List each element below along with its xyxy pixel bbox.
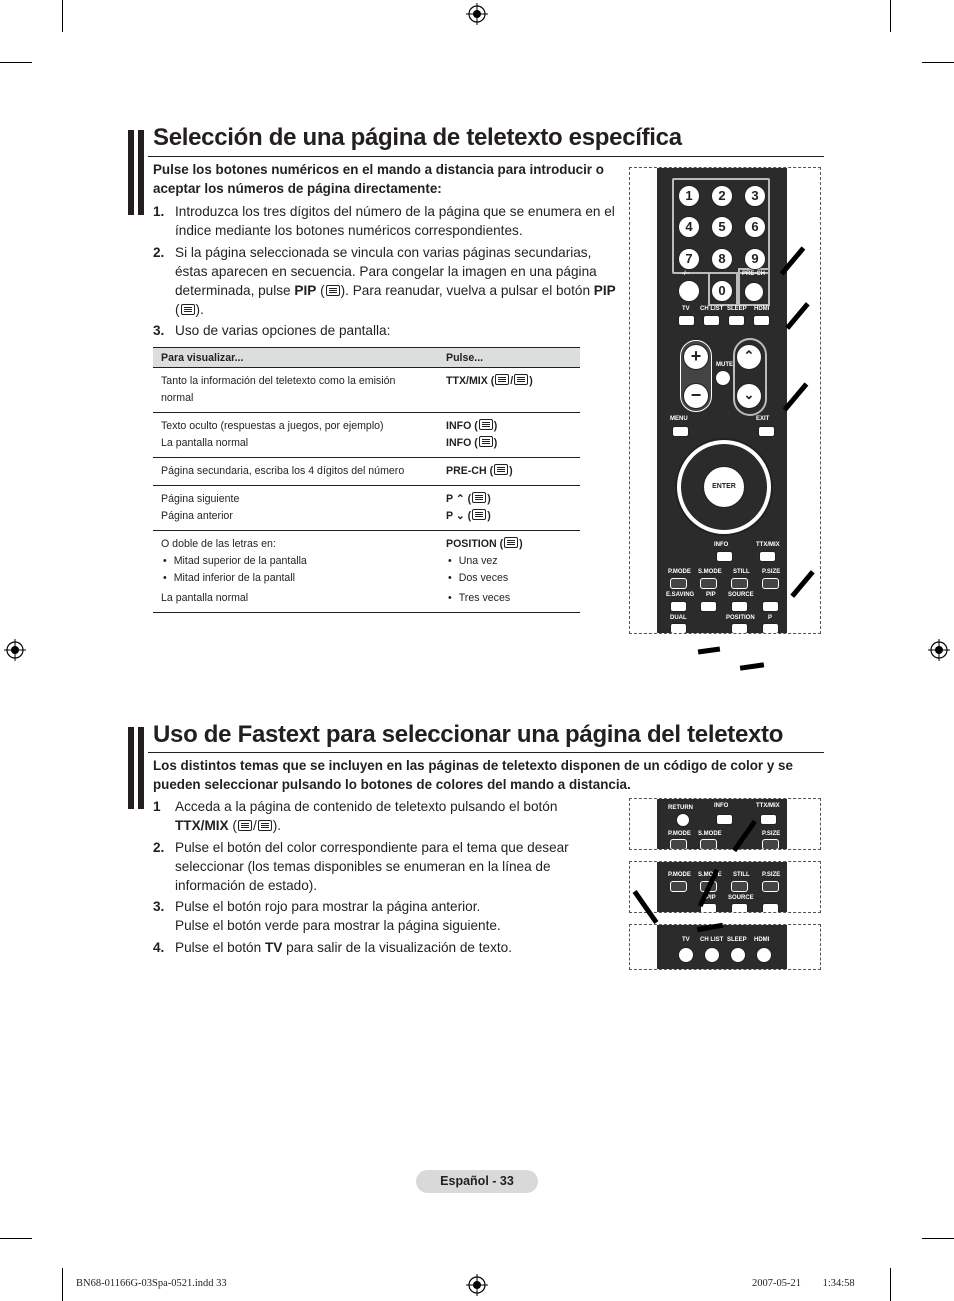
pip-icon xyxy=(326,285,340,296)
exit-button[interactable] xyxy=(758,426,775,437)
step-number: 2. xyxy=(153,840,165,855)
table-cell: INFO ( ) INFO ( ) xyxy=(438,413,580,458)
table-cell: PRE-CH ( ) xyxy=(438,458,580,486)
position-label: POSITION xyxy=(726,615,755,621)
registration-mark-icon xyxy=(466,3,488,25)
table-cell: TTX/MIX ( / ) xyxy=(438,368,580,413)
table-cell: Página secundaria, escriba los 4 dígitos del número xyxy=(153,458,438,486)
crop-mark xyxy=(922,1238,954,1239)
digit-9-button[interactable]: 9 xyxy=(744,248,766,270)
mix-icon xyxy=(514,374,528,385)
digit-5-button[interactable]: 5 xyxy=(711,216,733,238)
step-text: Introduzca los tres dígitos del número de la página que se enumera en el índice mediante los botones numéricos correspondientes. xyxy=(175,204,615,238)
remote-snippet xyxy=(629,924,821,970)
digit-0-button[interactable]: 0 xyxy=(711,280,733,302)
menu-label: MENU xyxy=(670,416,688,422)
source-label: SOURCE xyxy=(728,895,754,901)
section-intro: Los distintos temas que se incluyen en las páginas de teletexto disponen de un código de color y se pueden seleccionar pulsando lo botones de colores del mando a distancia. xyxy=(153,758,793,792)
pmode-label: P.MODE xyxy=(668,831,691,837)
pip-icon xyxy=(181,304,195,315)
red-button[interactable] xyxy=(670,578,687,589)
tv-label: TV xyxy=(682,306,690,312)
step-text: Pulse el botón rojo para mostrar la página anterior. Pulse el botón verde para mostrar la página siguiente. xyxy=(175,899,501,933)
step-item xyxy=(153,838,603,895)
step-text: Pulse el botón TV para salir de la visualización de texto. xyxy=(175,940,513,955)
step-item xyxy=(153,938,603,957)
section-title: Selección de una página de teletexto específica xyxy=(153,124,682,151)
crop-mark xyxy=(890,0,891,32)
table-cell: O doble de las letras en: • Mitad superior de la pantalla • Mitad inferior de la pantall La pantalla normal xyxy=(153,531,438,613)
dual-label: DUAL xyxy=(670,615,687,621)
registration-mark-icon xyxy=(928,639,950,661)
channel-up-button[interactable]: ⌃ xyxy=(736,344,762,370)
channel-down-button[interactable]: ⌄ xyxy=(736,383,762,409)
esaving-label: E.SAVING xyxy=(666,592,695,598)
chlist-button[interactable] xyxy=(703,315,720,326)
step-text: Uso de varias opciones de pantalla: xyxy=(175,323,391,338)
p-up-button[interactable] xyxy=(762,601,779,612)
prech-button[interactable] xyxy=(744,282,764,302)
hdmi-label: HDMI xyxy=(754,306,770,312)
table-row xyxy=(153,458,580,486)
remote-snippet xyxy=(629,798,821,850)
tv-label: TV xyxy=(682,937,690,943)
table-row xyxy=(153,368,580,413)
info-button[interactable] xyxy=(716,814,733,825)
step-number: 1. xyxy=(153,204,165,219)
step-number: 4. xyxy=(153,940,165,955)
smode-label: S.MODE xyxy=(698,831,722,837)
p-label: P xyxy=(768,615,773,621)
hdmi-button[interactable] xyxy=(756,947,772,963)
green-button[interactable] xyxy=(700,839,717,850)
sub-page-icon xyxy=(494,464,508,475)
remote-snippet xyxy=(629,861,821,913)
reveal-icon xyxy=(479,419,493,430)
crop-mark xyxy=(0,1238,32,1239)
enter-button[interactable]: ENTER xyxy=(703,466,745,508)
table-cell: Tanto la información del teletexto como la emisión normal xyxy=(153,368,438,413)
p-down-button[interactable] xyxy=(762,623,779,634)
title-rule xyxy=(148,156,824,157)
mute-label: MUTE xyxy=(716,362,733,368)
size-icon xyxy=(504,537,518,548)
tv-button[interactable] xyxy=(678,947,694,963)
callout-pointer xyxy=(740,662,764,670)
red-button[interactable] xyxy=(670,839,687,850)
table-cell: Página siguiente Página anterior xyxy=(153,486,438,531)
digit-4-button[interactable]: 4 xyxy=(678,216,700,238)
source-button[interactable] xyxy=(731,903,748,913)
red-button[interactable] xyxy=(670,881,687,892)
pmode-label: P.MODE xyxy=(668,872,691,878)
page-down-icon xyxy=(472,509,486,520)
section-marker xyxy=(138,130,144,215)
source-button[interactable] xyxy=(731,601,748,612)
chlist-button[interactable] xyxy=(704,947,720,963)
return-button[interactable] xyxy=(676,813,690,827)
digit-2-button[interactable]: 2 xyxy=(711,185,733,207)
chevron-down-icon: ⌄ xyxy=(455,510,465,522)
step-text: Acceda a la página de contenido de teletexto pulsando el botón TTX/MIX ( / ). xyxy=(175,799,558,833)
mix-icon xyxy=(258,820,272,831)
step-text: Si la página seleccionada se vincula con varias páginas secundarias, éstas aparecen en secuencia. Para congelar la imagen en una página determinada, pulse PIP ( ). Para reanudar, vuelva a pulsar el botón PIP ( ). xyxy=(175,245,616,317)
ttxmix-button[interactable] xyxy=(759,551,776,562)
dash-button[interactable] xyxy=(678,280,700,302)
blue-button[interactable] xyxy=(762,578,779,589)
table-cell: POSITION ( ) • Una vez • Dos veces • Tres veces xyxy=(438,531,580,613)
volume-down-button[interactable]: − xyxy=(683,383,709,409)
section-intro: Pulse los botones numéricos en el mando a distancia para introducir o aceptar los números de página directamente: xyxy=(153,162,604,196)
table-header-row xyxy=(153,348,580,368)
title-rule xyxy=(148,752,824,753)
esaving-button[interactable] xyxy=(670,601,687,612)
p-up-button[interactable] xyxy=(762,903,779,913)
volume-up-button[interactable]: + xyxy=(683,344,709,370)
callout-pointer xyxy=(698,646,720,654)
chlist-label: CH LIST xyxy=(700,937,724,943)
still-label: STILL xyxy=(733,872,750,878)
step-number: 1 xyxy=(153,799,161,814)
prech-label: PRE-CH xyxy=(742,271,766,277)
digit-3-button[interactable]: 3 xyxy=(744,185,766,207)
step-number: 3. xyxy=(153,899,165,914)
crop-mark xyxy=(0,62,32,63)
step-item xyxy=(153,797,593,835)
digit-8-button[interactable]: 8 xyxy=(711,248,733,270)
step-number: 2. xyxy=(153,245,165,260)
psize-label: P.SIZE xyxy=(762,872,781,878)
table-row xyxy=(153,413,580,458)
pmode-label: P.MODE xyxy=(668,569,691,575)
psize-label: P.SIZE xyxy=(762,831,781,837)
page-up-icon xyxy=(472,492,486,503)
crop-mark xyxy=(62,1268,63,1301)
reveal-icon xyxy=(479,436,493,447)
section-marker xyxy=(128,727,134,809)
still-label: STILL xyxy=(733,569,750,575)
digit-6-button[interactable]: 6 xyxy=(744,216,766,238)
section-title: Uso de Fastext para seleccionar una página del teletexto xyxy=(153,721,784,748)
crop-mark xyxy=(62,0,63,32)
page-number-badge: Español - 33 xyxy=(416,1170,538,1193)
blue-button[interactable] xyxy=(762,881,779,892)
menu-button[interactable] xyxy=(672,426,689,437)
info-button[interactable] xyxy=(716,551,733,562)
pip-button[interactable] xyxy=(700,601,717,612)
sleep-label: SLEEP xyxy=(727,306,747,312)
psize-label: P.SIZE xyxy=(762,569,781,575)
pip-label: PIP xyxy=(706,592,716,598)
screen-options-table xyxy=(153,347,580,613)
digit-7-button[interactable]: 7 xyxy=(678,248,700,270)
sleep-label: SLEEP xyxy=(727,937,747,943)
table-row xyxy=(153,531,580,613)
yellow-button[interactable] xyxy=(731,881,748,892)
step-item xyxy=(153,321,623,340)
digit-1-button[interactable]: 1 xyxy=(678,185,700,207)
section-marker xyxy=(128,130,134,215)
chevron-up-icon: ⌃ xyxy=(455,493,465,505)
info-label: INFO xyxy=(714,803,729,809)
info-label: INFO xyxy=(714,542,729,548)
table-header: Para visualizar... xyxy=(153,348,438,368)
ttxmix-button[interactable] xyxy=(760,814,777,825)
table-cell: P ⌃ ( ) P ⌄ ( ) xyxy=(438,486,580,531)
dual-button[interactable] xyxy=(670,623,687,634)
footer-timestamp: 2007-05-21 ￿￿ 1:34:58 xyxy=(752,1278,855,1289)
source-label: SOURCE xyxy=(728,592,754,598)
blue-button[interactable] xyxy=(762,839,779,850)
crop-mark xyxy=(922,62,954,63)
ttx-icon xyxy=(495,374,509,385)
chlist-label: CH LIST xyxy=(700,306,724,312)
position-button[interactable] xyxy=(731,623,748,634)
dash-label: -/-- xyxy=(682,271,690,277)
step-item xyxy=(153,202,623,240)
exit-label: EXIT xyxy=(756,416,770,422)
smode-label: S.MODE xyxy=(698,569,722,575)
hdmi-label: HDMI xyxy=(754,937,770,943)
crop-mark xyxy=(890,1268,891,1301)
yellow-button[interactable] xyxy=(731,578,748,589)
sleep-button[interactable] xyxy=(730,947,746,963)
step-number: 3. xyxy=(153,323,165,338)
table-header: Pulse... xyxy=(438,348,580,368)
return-label: RETURN xyxy=(668,805,693,811)
step-item xyxy=(153,897,603,935)
hdmi-button[interactable] xyxy=(753,315,770,326)
ttxmix-label: TTX/MIX xyxy=(756,542,780,548)
step-item xyxy=(153,243,623,319)
registration-mark-icon xyxy=(4,639,26,661)
footer-file-info: BN68-01166G-03Spa-0521.indd 33 xyxy=(76,1278,227,1289)
smode-label: S.MODE xyxy=(698,872,722,878)
sleep-button[interactable] xyxy=(728,315,745,326)
table-row xyxy=(153,486,580,531)
tv-button[interactable] xyxy=(678,315,695,326)
mute-button[interactable] xyxy=(715,370,731,386)
ttx-icon xyxy=(238,820,252,831)
pip-label: PIP xyxy=(706,895,716,901)
step-text: Pulse el botón del color correspondiente para el tema que desear seleccionar (los temas disponibles se enumeran en la línea de información de estado). xyxy=(175,840,569,893)
green-button[interactable] xyxy=(700,578,717,589)
table-cell: Texto oculto (respuestas a juegos, por ejemplo) La pantalla normal xyxy=(153,413,438,458)
section-marker xyxy=(138,727,144,809)
registration-mark-icon xyxy=(466,1274,488,1296)
ttxmix-label: TTX/MIX xyxy=(756,803,780,809)
